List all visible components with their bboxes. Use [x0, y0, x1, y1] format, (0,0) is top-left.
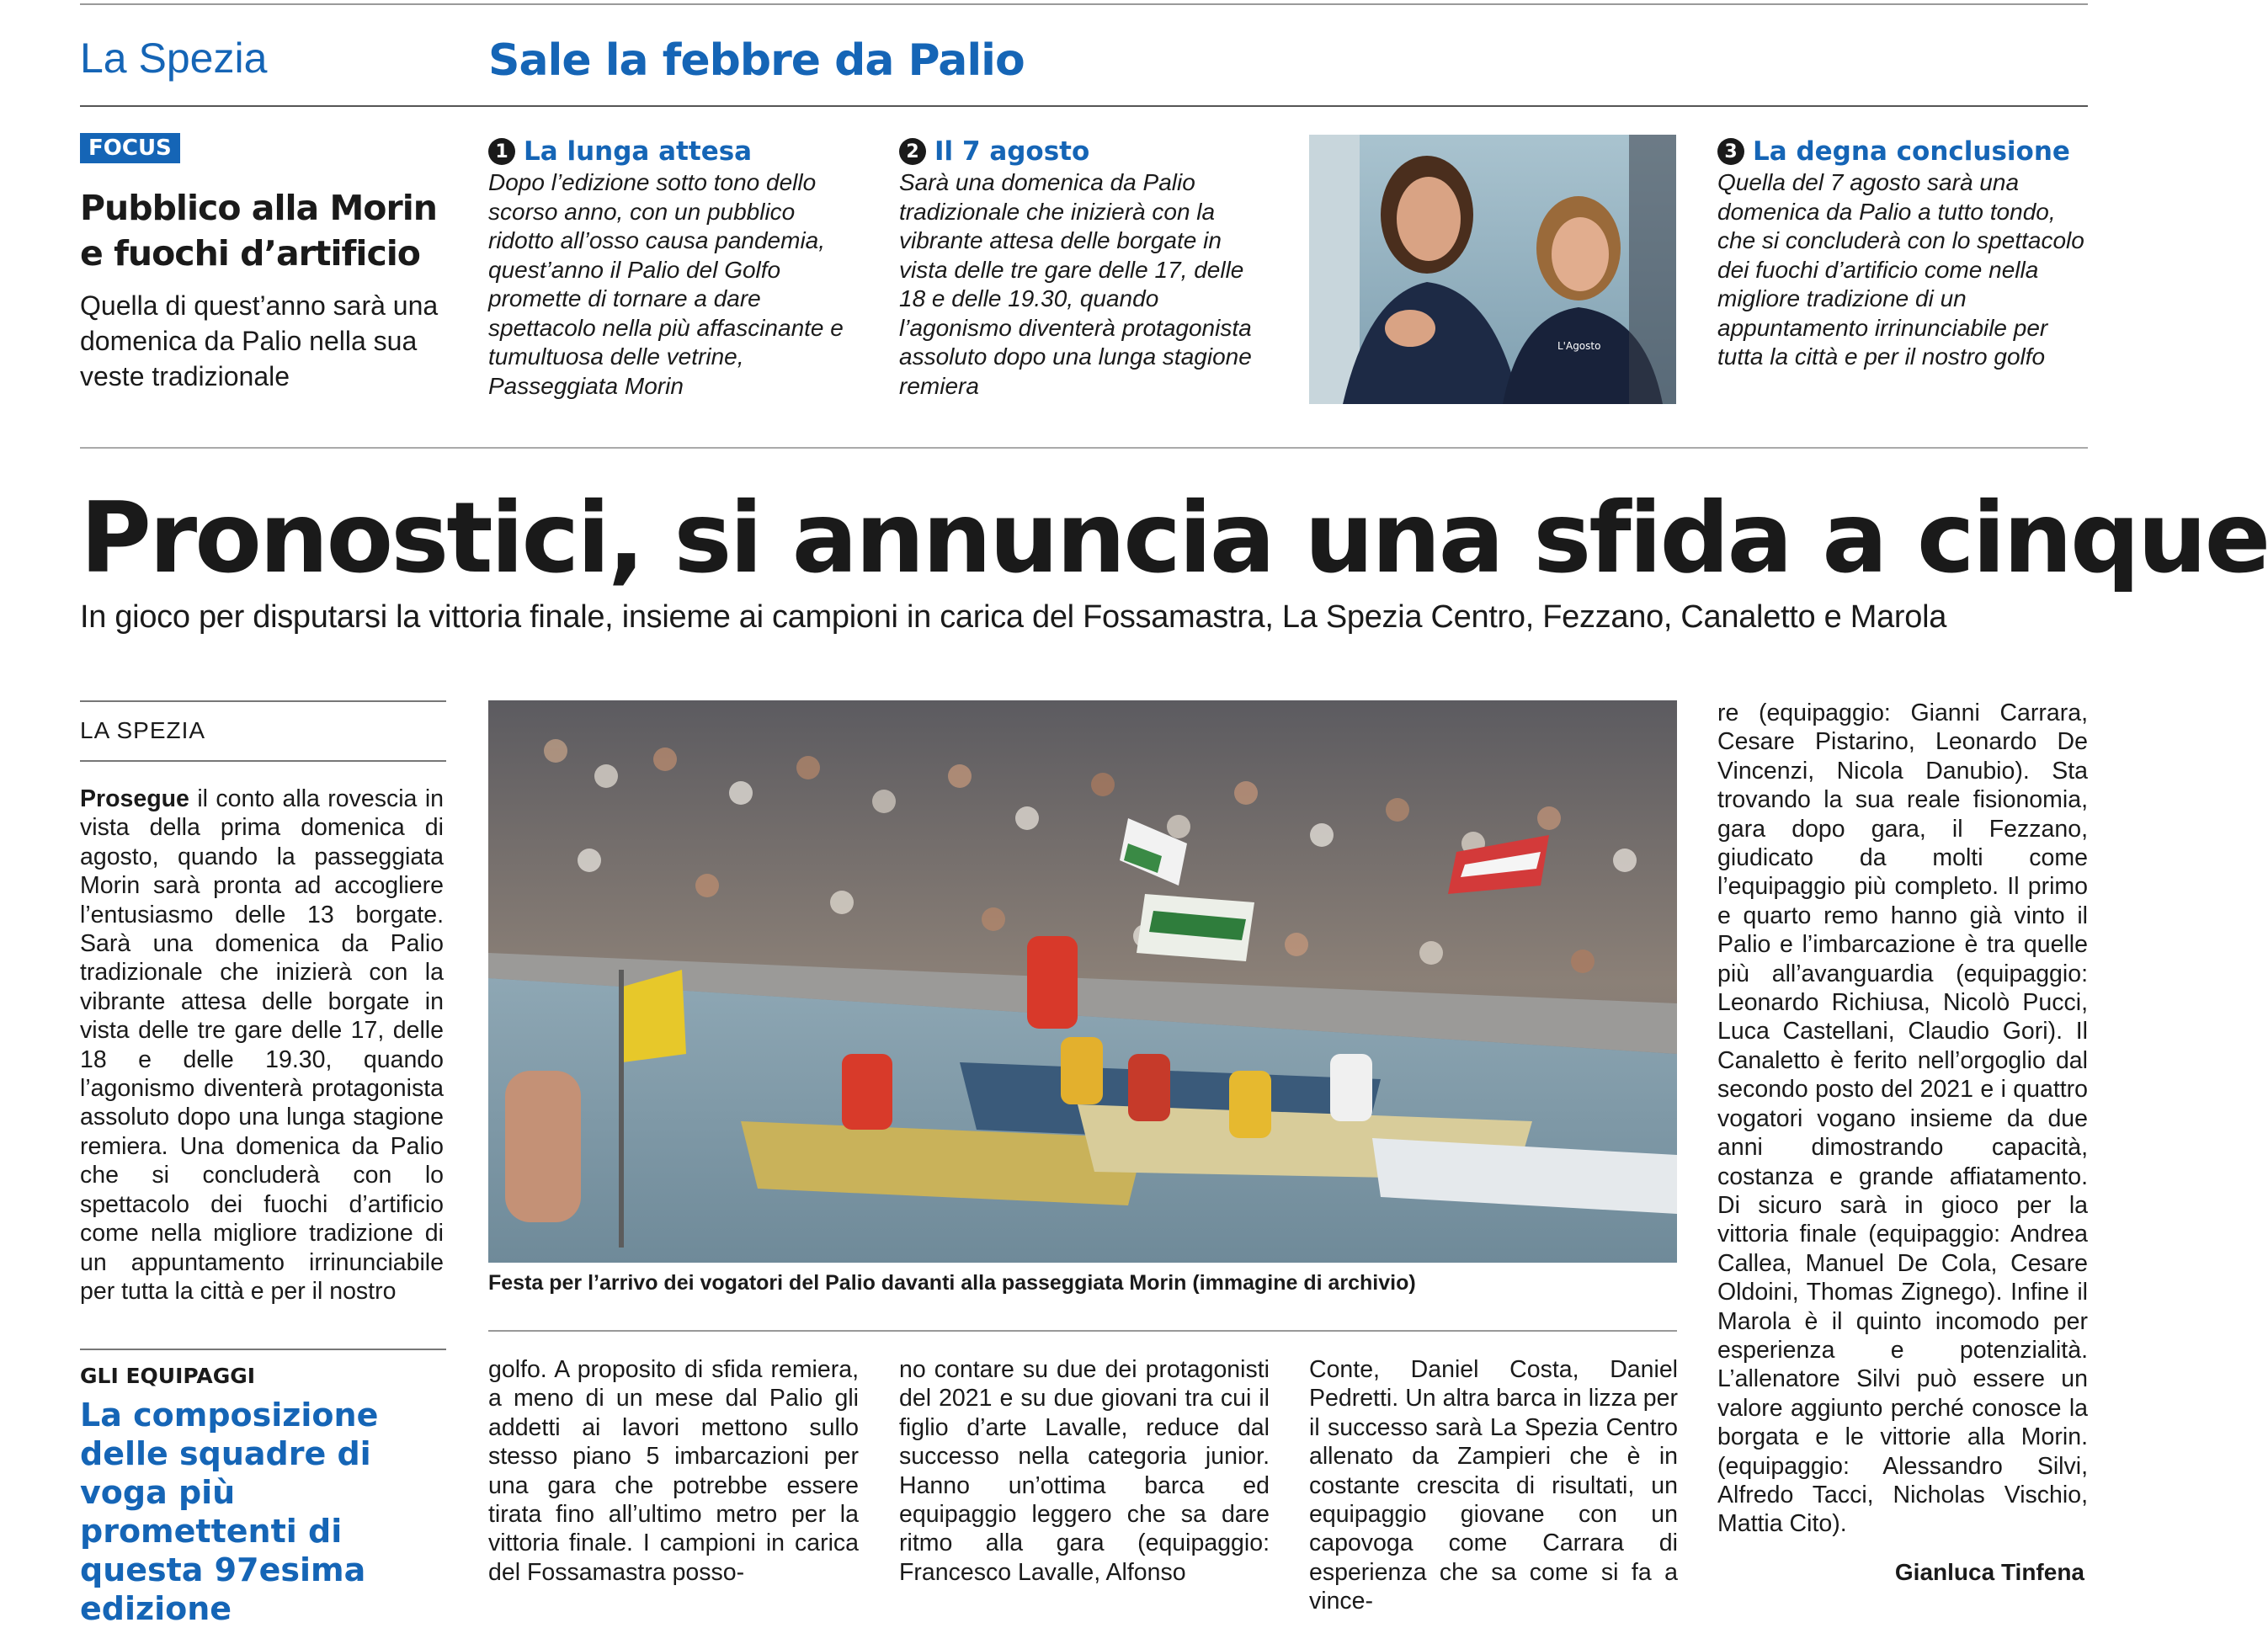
- point-2-title: [899, 136, 1270, 167]
- focus-tag: FOCUS: [80, 133, 180, 163]
- point-3-title: [1717, 136, 2088, 167]
- lead-word: Prosegue: [80, 785, 189, 812]
- focus-text: Quella di quest’anno sarà una domenica da Palio nella sua veste tradizionale: [80, 290, 439, 391]
- main-photo: [488, 700, 1677, 1263]
- headline: Pronostici, si annuncia una sfida a cinque: [80, 481, 2268, 595]
- article-column-3: no contare su due dei protagonisti del 2021 e su due giovani tra cui il figlio d’arte Lavalle, reduce dal successo nella categoria junior. Hanno un’ottima barca ed equipaggio leggero che sa dare ritmo alla gara (equipaggio: Francesco Lavalle, Alfonso: [899, 1356, 1270, 1586]
- photo-caption: Festa per l’arrivo dei vogatori del Palio davanti alla passeggiata Morin (immagine di archivio): [488, 1271, 1416, 1295]
- sidebar-label: GLI EQUIPAGGI: [80, 1364, 256, 1388]
- point-1-number: 1: [488, 138, 515, 165]
- kicker-title: Sale la febbre da Palio: [488, 35, 1025, 86]
- sidebar-title: La composizione delle squadre di voga più promettenti di questa 97esima edizione: [80, 1397, 379, 1627]
- point-2-text: Sarà una domenica da Palio tradizionale che inizierà con la vibrante attesa delle borgate in vista delle tre gare delle 17, delle 18 e delle 19.30, quando l’agonismo diventerà protagonista assoluto dopo una lunga stagione remiera: [899, 169, 1252, 399]
- point-2-title-text: Il 7 agosto: [934, 136, 1090, 167]
- point-3: [1717, 136, 2088, 372]
- dateline-rule-top: [80, 700, 446, 702]
- lower-columns-rule: [488, 1330, 1677, 1332]
- article-column-5: re (equipaggio: Gianni Carrara, Cesare Pistarino, Leonardo De Vincenzi, Nicola Danubio). Sta trovando la sua reale fisionomia, gara dopo gara, il Fezzano, giudicato da molti come l’equipaggio più completo. Il primo e quarto remo hanno già vinto il Palio e l’imbarcazione è tra quelle più all’avanguardia (equipaggio: Leonardo Richiusa, Nicolò Pucci, Luca Castellani, Claudio Gori). Il Canaletto è ferito nell’orgoglio dal secondo posto del 2021 e i quattro vogatori vogano insieme da due anni dimostrando capacità, costanza e grande affiatamento. Di sicuro sarà in gioco per la vittoria finale (equipaggio: Andrea Callea, Manuel De Cola, Cesare Oldoini, Thomas Zignego). Infine il Marola è il quinto incomodo per esperienza e potenzialità. L’allenatore Silvi può essere un valore aggiunto perché conosce la borgata e le vittorie alla Morin. (equipaggio: Alessandro Silvi, Alfredo Tacci, Nicholas Vischio, Mattia Cito).: [1717, 700, 2088, 1538]
- point-3-number: 3: [1717, 138, 1744, 165]
- article-column-1: [80, 785, 444, 1325]
- point-1: [488, 136, 859, 401]
- author-signature: Gianluca Tinfena: [1894, 1559, 2084, 1585]
- article-column-2: golfo. A proposito di sfida remiera, a meno di un mese dal Palio gli addetti ai lavori mettono sullo stesso piano 5 imbarcazioni per una gara che potrebbe essere tirata fino all’ultimo metro per la vittoria finale. I campioni in carica del Fossamastra posso-: [488, 1356, 859, 1586]
- sidebar-rule: [80, 1349, 446, 1350]
- girls-photo-illustration: [1309, 135, 1676, 404]
- section-name: La Spezia: [80, 35, 268, 82]
- dateline: LA SPEZIA: [80, 717, 206, 743]
- svg-text:L'Agosto: L'Agosto: [1557, 340, 1601, 352]
- focus-title: Pubblico alla Morin e fuochi d’artificio: [80, 188, 437, 274]
- main-photo-illustration: [488, 700, 1677, 1263]
- mid-rule: [80, 447, 2088, 449]
- girls-photo: [1309, 135, 1676, 404]
- dateline-rule-bottom: [80, 760, 446, 762]
- point-3-text: Quella del 7 agosto sarà una domenica da Palio a tutto tondo, che si concluderà con lo spettacolo dei fuochi d’artificio come nella migliore tradizione di un appuntamento irrinunciabile per tutta la città e per il nostro golfo: [1717, 169, 2084, 370]
- header-rule: [80, 105, 2088, 107]
- point-3-title-text: La degna conclusione: [1753, 136, 2070, 167]
- point-1-title: [488, 136, 859, 167]
- column-1-text: il conto alla rovescia in vista della prima domenica di agosto, quando la passeggiata Morin sarà pronta ad accogliere l’entusiasmo delle 13 borgate. Sarà una domenica da Palio tradizionale che inizierà con la vibrante attesa delle borgate in vista delle tre gare delle 17, delle 18 e delle 19.30, quando l’agonismo diventerà protagonista assoluto dopo una lunga stagione remiera. Una domenica da Palio che si concluderà con lo spettacolo dei fuochi d’artificio come nella migliore tradizione di un appuntamento irrinunciabile per tutta la città e per il nostro: [80, 785, 445, 1305]
- article-column-4: Conte, Daniel Costa, Daniel Pedretti. Un altra barca in lizza per il successo sarà La Spezia Centro allenato da Zampieri che è in costante crescita di risultati, un equipaggio giovane con un capovoga come Carrara di esperienza che sa come si fa a vince-: [1309, 1356, 1678, 1615]
- top-rule: [80, 3, 2088, 5]
- point-1-title-text: La lunga attesa: [524, 136, 753, 167]
- point-2-number: 2: [899, 138, 926, 165]
- point-2: [899, 136, 1270, 401]
- point-1-text: Dopo l’edizione sotto tono dello scorso anno, con un pubblico ridotto all’osso causa pandemia, quest’anno il Palio del Golfo promette di tornare a dare spettacolo nella più affascinante e tumultuosa delle vetrine, Passeggiata Morin: [488, 169, 844, 399]
- subheadline: In gioco per disputarsi la vittoria finale, insieme ai campioni in carica del Fossamastra, La Spezia Centro, Fezzano, Canaletto e Marola: [80, 599, 1947, 635]
